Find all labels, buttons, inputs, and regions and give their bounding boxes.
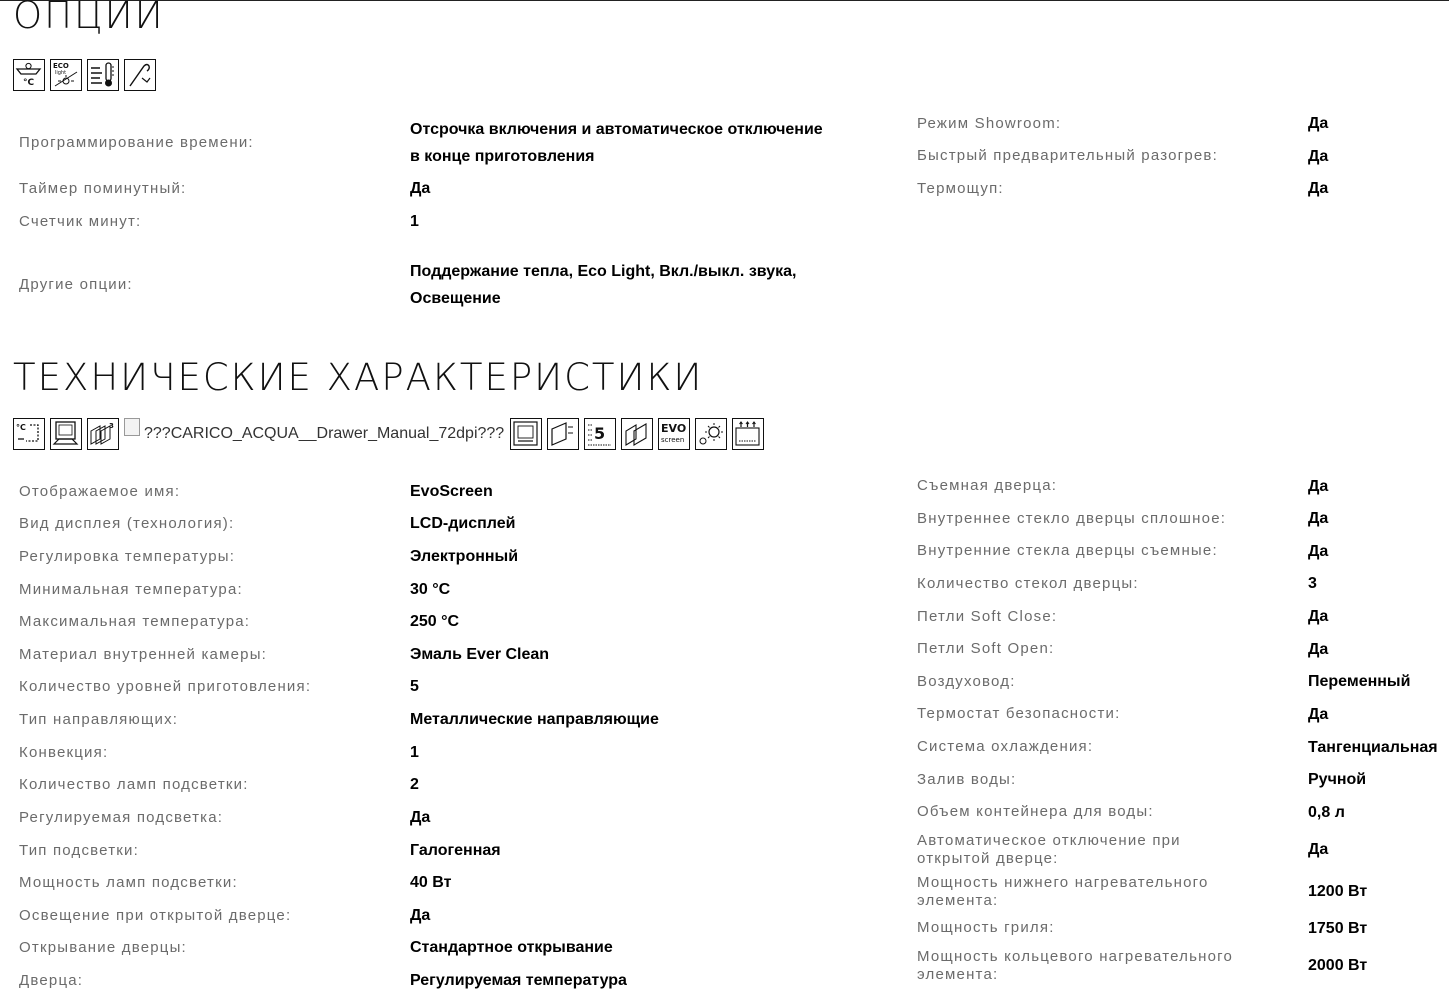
value-meat-probe: Да xyxy=(1308,180,1329,197)
tech-right-value: Тангенциальная xyxy=(1308,739,1438,756)
five-levels-number: 5 xyxy=(594,424,606,443)
tech-right-label: Объем контейнера для воды: xyxy=(917,803,1154,820)
tech-left-value: Металлические направляющие xyxy=(410,711,659,728)
tech-right-label: Мощность гриля: xyxy=(917,919,1055,936)
label-fast-preheat: Быстрый предварительный разогрев: xyxy=(917,147,1218,164)
tech-right-value: Да xyxy=(1308,478,1329,495)
value-minute-counter: 1 xyxy=(410,213,419,230)
tech-right-value: 2000 Вт xyxy=(1308,957,1368,974)
value-fast-preheat: Да xyxy=(1308,148,1329,165)
top-divider xyxy=(0,0,1449,1)
tech-left-label: Дверца: xyxy=(19,972,84,989)
value-time-programming-line2: в конце приготовления xyxy=(410,148,595,165)
tech-right-value: Переменный xyxy=(1308,673,1411,690)
tech-left-value: Эмаль Ever Clean xyxy=(410,646,550,663)
tech-right-value: Да xyxy=(1308,543,1329,560)
value-minute-timer: Да xyxy=(410,180,431,197)
removable-door-icon xyxy=(547,418,579,450)
tech-left-value: 1 xyxy=(410,744,419,761)
broken-image-alt-text: ???CARICO_ACQUA__Drawer_Manual_72dpi??? xyxy=(144,425,505,442)
five-levels-icon xyxy=(584,418,616,450)
tech-left-value: EvoScreen xyxy=(410,483,493,500)
tech-right-value: 3 xyxy=(1308,575,1317,592)
tech-left-value: 250 °C xyxy=(410,613,460,630)
tech-right-value: Да xyxy=(1308,510,1329,527)
options-icon-row xyxy=(13,59,161,91)
tech-right-value: Да xyxy=(1308,706,1329,723)
tech-left-label: Количество уровней приготовления: xyxy=(19,678,312,695)
tech-right-value: 1200 Вт xyxy=(1308,883,1368,900)
triple-glass-door-icon xyxy=(87,418,119,450)
tech-right-label: Количество стекол дверцы: xyxy=(917,575,1139,592)
tech-left-label: Регулировка температуры: xyxy=(19,548,236,565)
tech-left-label: Мощность ламп подсветки: xyxy=(19,874,238,891)
tech-left-value: LCD-дисплей xyxy=(410,515,516,532)
label-other-options: Другие опции: xyxy=(19,276,133,293)
cooling-system-icon xyxy=(732,418,764,450)
tech-right-value: 1750 Вт xyxy=(1308,920,1368,937)
svg-text:light: light xyxy=(55,70,67,76)
screen-label: screen xyxy=(661,436,685,444)
value-time-programming-line1: Отсрочка включения и автоматическое отключение xyxy=(410,121,823,138)
svg-text:ECO: ECO xyxy=(53,62,69,70)
tech-left-label: Открывание дверцы: xyxy=(19,939,187,956)
tech-left-label: Конвекция: xyxy=(19,744,109,761)
tech-left-value: Да xyxy=(410,907,431,924)
evo-screen-icon xyxy=(658,418,690,450)
svg-text:3: 3 xyxy=(109,422,114,430)
label-time-programming: Программирование времени: xyxy=(19,134,254,151)
tech-left-label: Отображаемое имя: xyxy=(19,483,181,500)
tech-left-label: Материал внутренней камеры: xyxy=(19,646,268,663)
tech-right-label: Система охлаждения: xyxy=(917,738,1094,755)
tech-right-value: Ручной xyxy=(1308,771,1367,788)
tech-right-label-line2: открытой дверце: xyxy=(917,850,1059,867)
tech-left-value: 40 Вт xyxy=(410,874,452,891)
tech-left-value: Электронный xyxy=(410,548,519,565)
tech-icon-row xyxy=(13,418,769,450)
tech-left-label: Количество ламп подсветки: xyxy=(19,776,249,793)
svg-text:°C: °C xyxy=(23,78,35,88)
tech-right-value: Да xyxy=(1308,841,1329,858)
label-minute-counter: Счетчик минут: xyxy=(19,213,142,230)
tech-right-label-line1: Мощность нижнего нагревательного xyxy=(917,874,1209,891)
label-meat-probe: Термощуп: xyxy=(917,180,1004,197)
tech-right-value: 0,8 л xyxy=(1308,804,1345,821)
inner-glass-icon xyxy=(621,418,653,450)
tech-left-label: Тип подсветки: xyxy=(19,842,139,859)
tech-left-value: Стандартное открывание xyxy=(410,939,613,956)
fast-preheat-icon xyxy=(87,59,119,91)
tech-right-label: Воздуховод: xyxy=(917,673,1016,690)
evo-label: EVO xyxy=(661,422,687,435)
tech-left-label: Минимальная температура: xyxy=(19,581,243,598)
tech-right-label: Петли Soft Open: xyxy=(917,640,1055,657)
tech-right-label-line2: элемента: xyxy=(917,966,999,983)
section-title-tech-specs: ТЕХНИЧЕСКИЕ ХАРАКТЕРИСТИКИ xyxy=(13,356,704,399)
electronic-temp-icon xyxy=(13,418,45,450)
tech-left-value: Регулируемая температура xyxy=(410,972,627,989)
oven-interior-icon xyxy=(510,418,542,450)
tech-left-label: Освещение при открытой дверце: xyxy=(19,907,292,924)
label-minute-timer: Таймер поминутный: xyxy=(19,180,187,197)
tech-left-label: Максимальная температура: xyxy=(19,613,251,630)
tech-right-value: Да xyxy=(1308,608,1329,625)
halogen-lamp-icon xyxy=(695,418,727,450)
timer-clock-icon xyxy=(13,59,45,91)
label-showroom-mode: Режим Showroom: xyxy=(917,115,1062,132)
tech-right-label: Съемная дверца: xyxy=(917,477,1058,494)
tech-right-label: Петли Soft Close: xyxy=(917,608,1058,625)
tech-left-label: Тип направляющих: xyxy=(19,711,179,728)
tech-right-label: Залив воды: xyxy=(917,771,1017,788)
tech-left-value: Галогенная xyxy=(410,842,501,859)
tech-left-value: 30 °C xyxy=(410,581,451,598)
svg-text:°C: °C xyxy=(16,423,26,432)
tech-left-value: 2 xyxy=(410,776,419,793)
value-other-options-line1: Поддержание тепла, Eco Light, Вкл./выкл. звука, xyxy=(410,263,797,280)
section-title-options: ОПЦИИ xyxy=(13,0,165,37)
tech-right-label: Внутреннее стекло дверцы сплошное: xyxy=(917,510,1227,527)
broken-image-icon xyxy=(124,418,140,436)
tech-left-value: 5 xyxy=(410,678,419,695)
tech-right-label-line2: элемента: xyxy=(917,892,999,909)
carico-acqua-drawer-image xyxy=(124,418,504,450)
meat-probe-icon xyxy=(124,59,156,91)
ventilation-hood-icon xyxy=(50,418,82,450)
tech-left-label: Регулируемая подсветка: xyxy=(19,809,224,826)
value-other-options-line2: Освещение xyxy=(410,290,501,307)
tech-right-label-line1: Автоматическое отключение при xyxy=(917,832,1181,849)
tech-left-label: Вид дисплея (технология): xyxy=(19,515,235,532)
tech-right-value: Да xyxy=(1308,641,1329,658)
value-showroom-mode: Да xyxy=(1308,115,1329,132)
tech-left-value: Да xyxy=(410,809,431,826)
tech-right-label-line1: Мощность кольцевого нагревательного xyxy=(917,948,1234,965)
tech-right-label: Термостат безопасности: xyxy=(917,705,1121,722)
eco-light-icon xyxy=(50,59,82,91)
tech-right-label: Внутренние стекла дверцы съемные: xyxy=(917,542,1218,559)
